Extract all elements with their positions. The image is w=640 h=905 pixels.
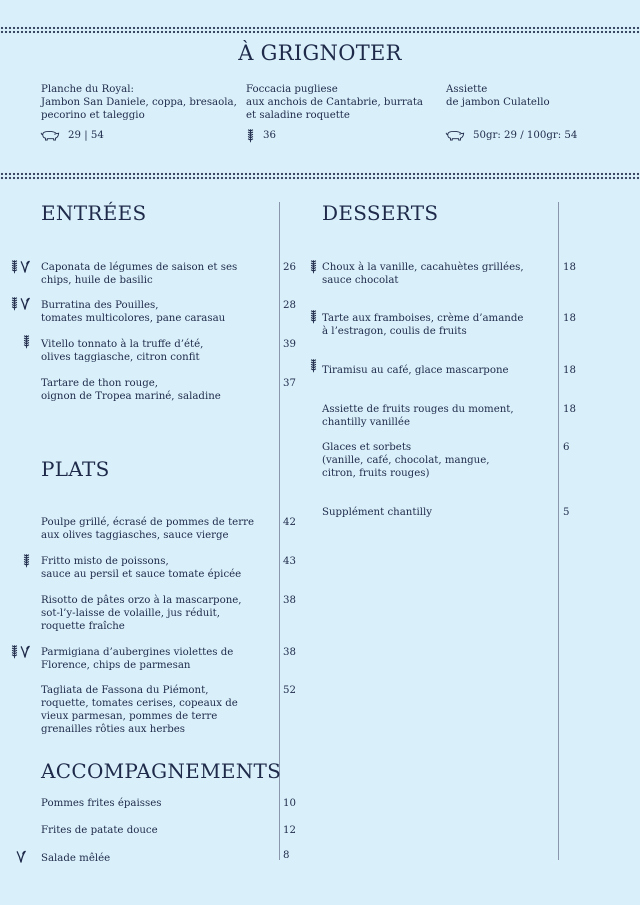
item-icons bbox=[16, 850, 26, 863]
section-title-accompagnements: ACCOMPAGNEMENTS bbox=[41, 759, 282, 783]
side-item-1: Pommes frites épaisses bbox=[41, 798, 162, 809]
entree-item-3 bbox=[41, 338, 203, 364]
column-divider-right bbox=[558, 202, 559, 860]
wheat-icon bbox=[10, 296, 19, 311]
item-icons bbox=[10, 296, 30, 311]
wheat-icon bbox=[309, 259, 318, 274]
plat-price-2: 43 bbox=[283, 556, 296, 567]
plat-item-3 bbox=[41, 594, 242, 633]
item-line: Fritto misto de poissons, bbox=[41, 556, 169, 567]
pig-icon bbox=[40, 130, 60, 141]
pig-icon bbox=[445, 130, 465, 141]
plat-price-1: 42 bbox=[283, 517, 296, 528]
dessert-price-5: 6 bbox=[563, 442, 570, 453]
entree-item-4 bbox=[41, 377, 221, 403]
item-line: Tarte aux framboises, crème d’amande bbox=[322, 313, 524, 324]
dessert-price-6: 5 bbox=[563, 507, 570, 518]
decorative-band-middle bbox=[0, 172, 640, 180]
dessert-item-4 bbox=[322, 403, 514, 429]
item-desc: et saladine roquette bbox=[246, 110, 350, 121]
item-icons bbox=[309, 309, 318, 324]
dessert-item-2 bbox=[322, 312, 523, 338]
item-line: Supplément chantilly bbox=[322, 507, 432, 518]
grignoter-price-row-3 bbox=[445, 130, 577, 141]
item-desc: aux anchois de Cantabrie, burrata bbox=[246, 97, 423, 108]
item-line: Tiramisu au café, glace mascarpone bbox=[322, 365, 509, 376]
item-line: Glaces et sorbets bbox=[322, 442, 412, 453]
wheat-icon bbox=[22, 334, 31, 349]
entree-item-1 bbox=[41, 261, 237, 287]
vegetarian-icon bbox=[20, 260, 30, 273]
item-line: Poulpe grillé, écrasé de pommes de terre bbox=[41, 517, 254, 528]
item-line: à l’estragon, coulis de fruits bbox=[322, 326, 467, 337]
wheat-icon bbox=[10, 644, 19, 659]
entree-price-1: 26 bbox=[283, 262, 296, 273]
grignoter-item-1 bbox=[41, 83, 241, 122]
wheat-icon bbox=[10, 259, 19, 274]
item-line: Tagliata de Fassona du Piémont, bbox=[41, 685, 209, 696]
vegetarian-icon bbox=[20, 297, 30, 310]
item-line: Parmigiana d’aubergines violettes de bbox=[41, 647, 234, 658]
item-line: sauce chocolat bbox=[322, 275, 399, 286]
plat-item-4 bbox=[41, 646, 233, 672]
item-icons bbox=[309, 259, 318, 274]
plat-price-5: 52 bbox=[283, 685, 296, 696]
dessert-item-1 bbox=[322, 261, 524, 287]
wheat-icon bbox=[309, 309, 318, 324]
item-icons bbox=[10, 259, 30, 274]
item-line: vieux parmesan, pommes de terre bbox=[41, 711, 218, 722]
plat-item-2 bbox=[41, 555, 241, 581]
vegetarian-icon bbox=[20, 645, 30, 658]
side-item-3: Salade mêlée bbox=[41, 853, 111, 864]
item-line: oignon de Tropea mariné, saladine bbox=[41, 391, 221, 402]
dessert-price-1: 18 bbox=[563, 262, 576, 273]
item-desc: de jambon Culatello bbox=[446, 97, 550, 108]
dessert-price-2: 18 bbox=[563, 313, 576, 324]
item-line: Choux à la vanille, cacahuètes grillées, bbox=[322, 262, 524, 273]
item-price: 29 | 54 bbox=[68, 130, 104, 141]
item-line: Tartare de thon rouge, bbox=[41, 378, 158, 389]
entree-item-2 bbox=[41, 299, 225, 325]
grignoter-item-3 bbox=[446, 83, 616, 109]
item-line: Burratina des Pouilles, bbox=[41, 300, 159, 311]
section-title-grignoter: À GRIGNOTER bbox=[238, 41, 402, 65]
entree-price-4: 37 bbox=[283, 378, 296, 389]
side-item-2: Frites de patate douce bbox=[41, 825, 158, 836]
grignoter-item-2 bbox=[246, 83, 436, 122]
item-icons bbox=[309, 358, 318, 373]
item-name: Assiette bbox=[446, 84, 488, 95]
dessert-item-5 bbox=[322, 441, 490, 480]
item-line: chantilly vanillée bbox=[322, 417, 410, 428]
grignoter-price-row-2 bbox=[246, 128, 276, 143]
entree-price-2: 28 bbox=[283, 300, 296, 311]
section-title-plats: PLATS bbox=[41, 457, 110, 481]
entree-price-3: 39 bbox=[283, 339, 296, 350]
item-line: grenailles rôties aux herbes bbox=[41, 724, 186, 735]
item-line: olives taggiasche, citron confit bbox=[41, 352, 200, 363]
item-line: (vanille, café, chocolat, mangue, bbox=[322, 455, 490, 466]
section-title-desserts: DESSERTS bbox=[322, 201, 439, 225]
item-desc: pecorino et taleggio bbox=[41, 110, 145, 121]
item-icons bbox=[22, 334, 31, 349]
dessert-price-3: 18 bbox=[563, 365, 576, 376]
side-price-3: 8 bbox=[283, 850, 290, 861]
plat-price-3: 38 bbox=[283, 595, 296, 606]
plat-item-5 bbox=[41, 684, 238, 736]
side-price-2: 12 bbox=[283, 825, 296, 836]
item-line: Caponata de légumes de saison et ses bbox=[41, 262, 238, 273]
dessert-item-6 bbox=[322, 506, 432, 519]
side-price-1: 10 bbox=[283, 798, 296, 809]
item-line: citron, fruits rouges) bbox=[322, 468, 430, 479]
wheat-icon bbox=[246, 128, 255, 143]
dessert-price-4: 18 bbox=[563, 404, 576, 415]
plat-price-4: 38 bbox=[283, 647, 296, 658]
item-line: chips, huile de basilic bbox=[41, 275, 153, 286]
vegetarian-icon bbox=[16, 850, 26, 863]
item-line: Assiette de fruits rouges du moment, bbox=[322, 404, 514, 415]
item-line: sauce au persil et sauce tomate épicée bbox=[41, 569, 242, 580]
item-price: 36 bbox=[263, 130, 276, 141]
item-desc: Jambon San Daniele, coppa, bresaola, bbox=[41, 97, 237, 108]
plat-item-1 bbox=[41, 516, 254, 542]
item-name: Planche du Royal: bbox=[41, 84, 134, 95]
item-line: sot-l’y-laisse de volaille, jus réduit, bbox=[41, 608, 220, 619]
item-icons bbox=[10, 644, 30, 659]
item-line: roquette, tomates cerises, copeaux de bbox=[41, 698, 238, 709]
item-line: aux olives taggiasches, sauce vierge bbox=[41, 530, 229, 541]
grignoter-price-row-1 bbox=[40, 130, 104, 141]
section-title-entrees: ENTRÉES bbox=[41, 201, 147, 225]
wheat-icon bbox=[22, 553, 31, 568]
item-icons bbox=[22, 553, 31, 568]
item-line: roquette fraîche bbox=[41, 621, 125, 632]
item-line: tomates multicolores, pane carasau bbox=[41, 313, 226, 324]
item-line: Risotto de pâtes orzo à la mascarpone, bbox=[41, 595, 242, 606]
decorative-band-top bbox=[0, 26, 640, 34]
dessert-item-3 bbox=[322, 364, 509, 377]
wheat-icon bbox=[309, 358, 318, 373]
item-line: Vitello tonnato à la truffe d’été, bbox=[41, 339, 204, 350]
item-line: Florence, chips de parmesan bbox=[41, 660, 191, 671]
item-name: Foccacia pugliese bbox=[246, 84, 338, 95]
item-price: 50gr: 29 / 100gr: 54 bbox=[473, 130, 578, 141]
